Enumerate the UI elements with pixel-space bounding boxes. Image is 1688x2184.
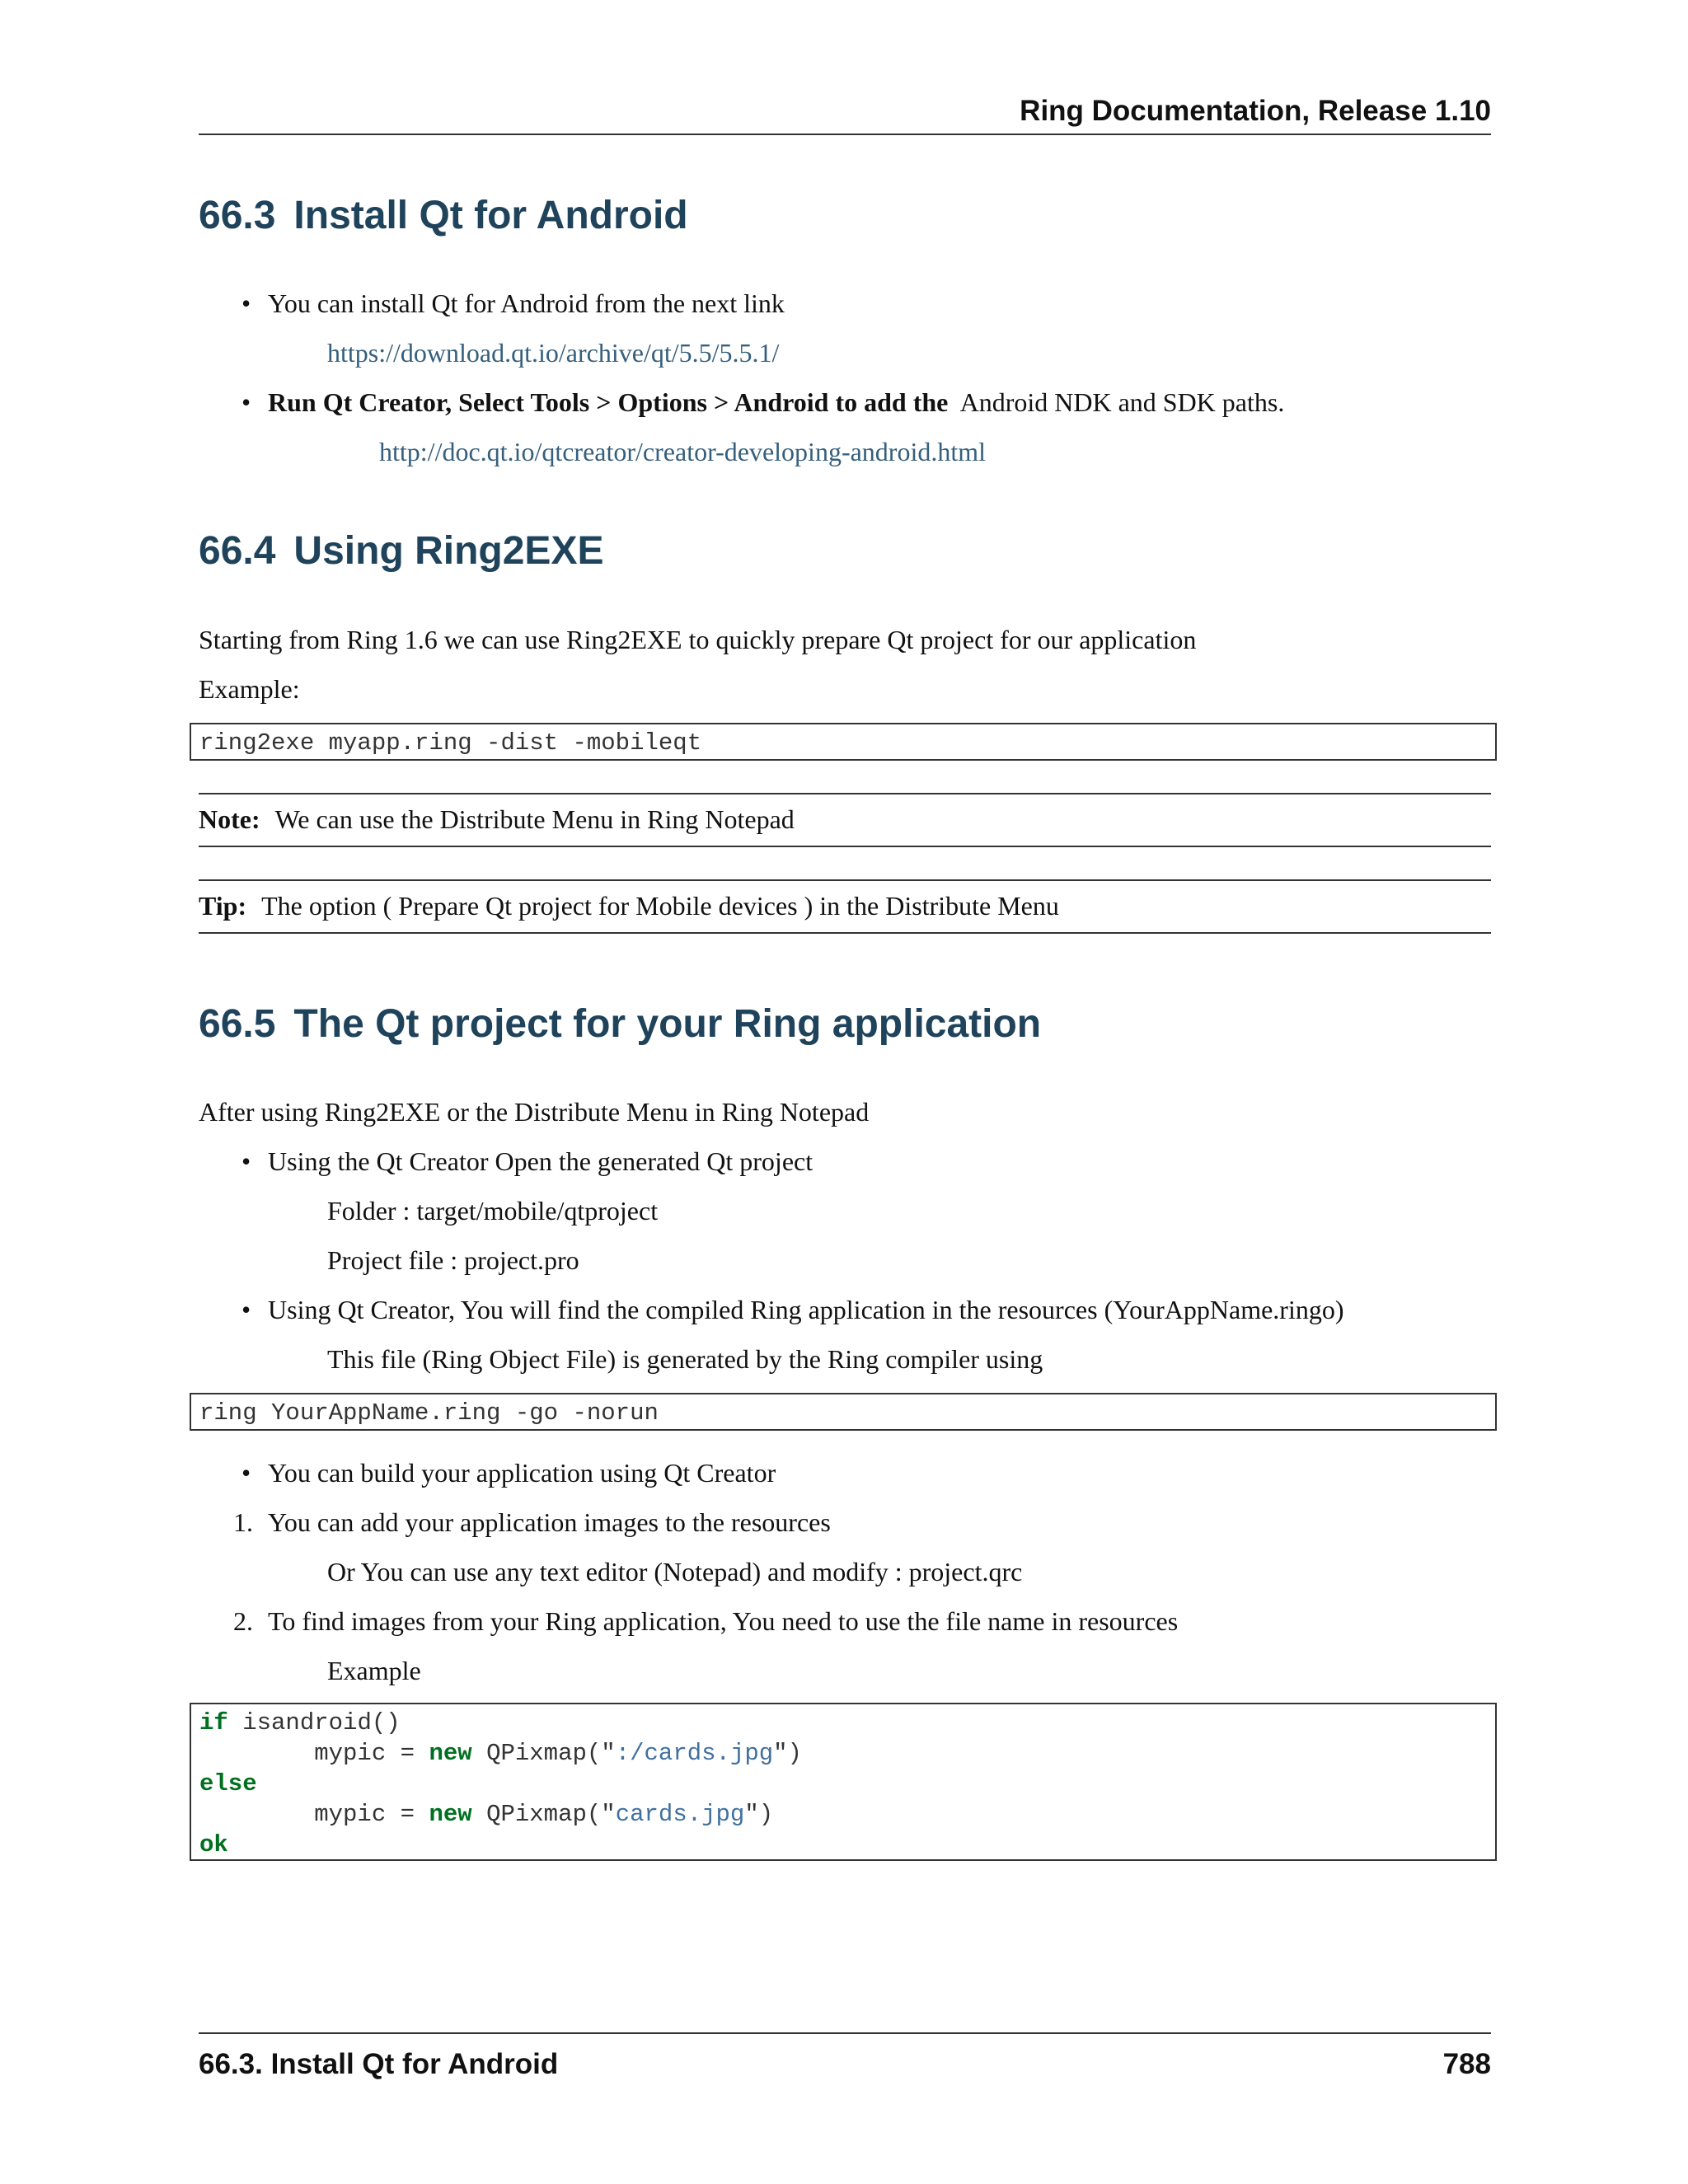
section-title: Using Ring2EXE	[293, 529, 604, 573]
section-heading-66-3	[199, 193, 688, 238]
bullet-text: You can build your application using Qt Creator	[268, 1458, 776, 1488]
list-item-text: To find images from your Ring application, You need to use the file name in resources	[268, 1606, 1179, 1636]
indented-text: Project file : project.pro	[327, 1245, 579, 1275]
bullet-text: Using the Qt Creator Open the generated Qt project	[268, 1146, 814, 1176]
bullet-icon: •	[241, 1458, 251, 1488]
indented-text: Example	[327, 1656, 421, 1685]
bullet-icon: •	[241, 1295, 251, 1324]
paragraph: After using Ring2EXE or the Distribute Menu in Ring Notepad	[199, 1097, 870, 1127]
section-number: 66.4	[199, 529, 276, 573]
note-text: We can use the Distribute Menu in Ring Notepad	[274, 804, 795, 834]
tip-box	[199, 879, 1491, 934]
bold-text: Run Qt Creator, Select Tools > Options > Android to add the	[268, 387, 949, 417]
paragraph: Example:	[199, 674, 300, 704]
page-header	[199, 91, 1491, 135]
section-heading-66-5	[199, 1001, 1041, 1047]
bullet-icon: •	[241, 1146, 251, 1176]
indented-text: This file (Ring Object File) is generated by the Ring compiler using	[327, 1344, 1043, 1374]
qt-creator-android-link[interactable]: http://doc.qt.io/qtcreator/creator-developing-android.html	[379, 437, 987, 466]
indented-text: Folder : target/mobile/qtproject	[327, 1196, 659, 1226]
page-number: 788	[1442, 2048, 1491, 2080]
header-title: Ring Documentation, Release 1.10	[1020, 95, 1491, 127]
section-number: 66.3	[199, 194, 276, 237]
code-block: ring2exe myapp.ring -dist -mobileqt	[190, 723, 1497, 761]
qt-download-link[interactable]: https://download.qt.io/archive/qt/5.5/5.5.1/	[327, 338, 780, 368]
tip-text: The option ( Prepare Qt project for Mobile devices ) in the Distribute Menu	[261, 891, 1059, 921]
bullet-text: Using Qt Creator, You will find the compiled Ring application in the resources (YourAppName.ringo)	[268, 1295, 1344, 1324]
section-title: Install Qt for Android	[293, 194, 688, 237]
bullet-icon: •	[241, 387, 251, 417]
section-heading-66-4	[199, 528, 603, 574]
note-box	[199, 793, 1491, 847]
list-number: 2.	[233, 1606, 253, 1636]
code-block: ring YourAppName.ring -go -norun	[190, 1393, 1497, 1431]
bullet-icon: •	[241, 288, 251, 318]
indented-text: Or You can use any text editor (Notepad) and modify : project.qrc	[327, 1557, 1023, 1586]
bullet-text	[268, 386, 1284, 419]
section-title: The Qt project for your Ring application	[293, 1002, 1042, 1046]
code-block: if isandroid() mypic = new QPixmap(":/cards.jpg") else mypic = new QPixmap("cards.jpg") ok	[190, 1703, 1497, 1861]
footer-section: 66.3. Install Qt for Android	[199, 2048, 559, 2080]
section-number: 66.5	[199, 1002, 276, 1046]
bullet-text: You can install Qt for Android from the next link	[268, 288, 785, 318]
tip-label: Tip:	[199, 891, 247, 921]
note-label: Note:	[199, 804, 260, 834]
plain-text: Android NDK and SDK paths.	[959, 387, 1285, 417]
list-number: 1.	[233, 1507, 253, 1537]
list-item-text: You can add your application images to the resources	[268, 1507, 831, 1537]
page-footer	[199, 2032, 1491, 2085]
paragraph: Starting from Ring 1.6 we can use Ring2EXE to quickly prepare Qt project for our application	[199, 625, 1197, 654]
